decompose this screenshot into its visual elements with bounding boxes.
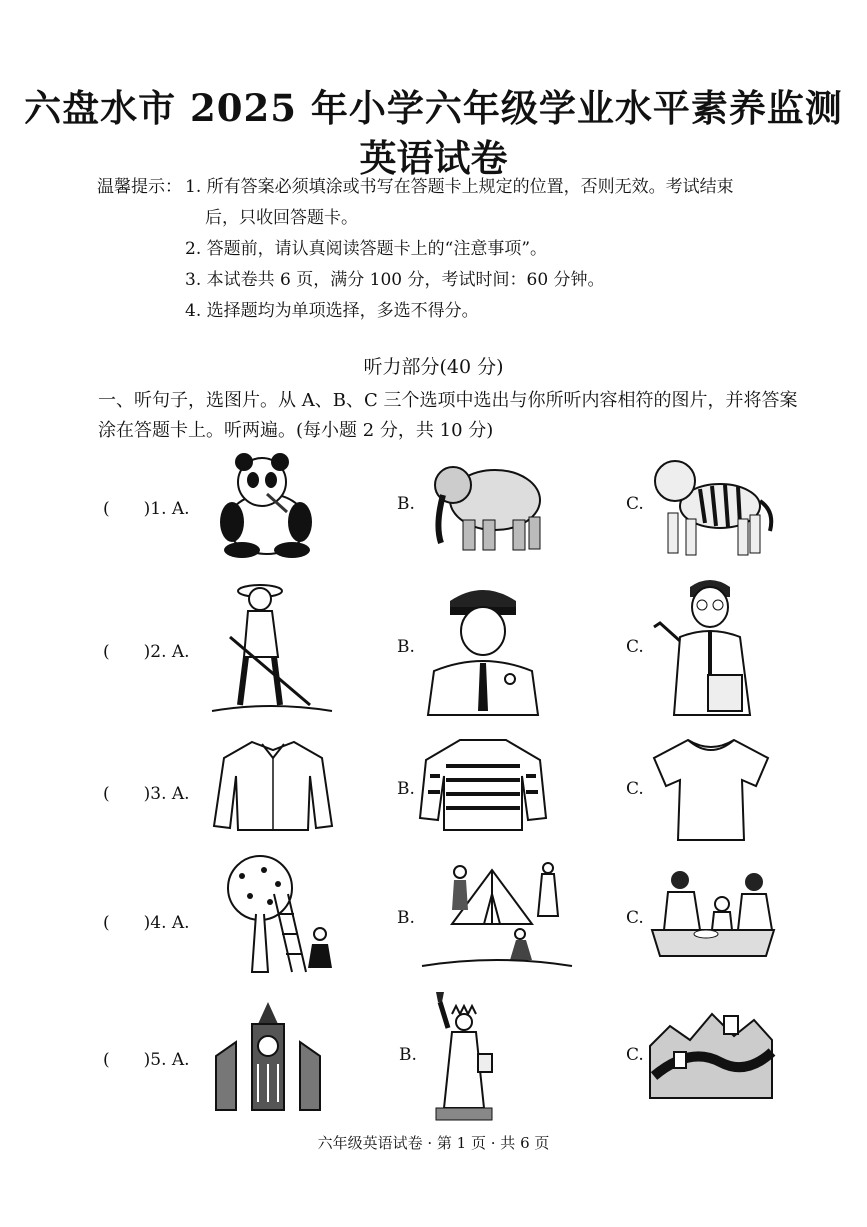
question-label: ( )2. A.	[103, 642, 190, 662]
question-label: ( )5. A.	[103, 1050, 190, 1070]
option-b-label: B.	[397, 637, 415, 657]
sweater-icon[interactable]	[418, 736, 548, 834]
statue-of-liberty-icon[interactable]	[422, 988, 506, 1120]
option-c-label: C.	[626, 1045, 644, 1065]
panda-icon[interactable]	[212, 452, 322, 557]
shirt-icon[interactable]	[212, 738, 334, 834]
exam-title: 六盘水市 2025 年小学六年级学业水平素养监测	[24, 86, 843, 130]
note-item-1-cont: 后，只收回答题卡。	[205, 208, 358, 228]
section-heading: 听力部分(40 分)	[363, 356, 504, 378]
exam-subtitle: 英语试卷	[359, 136, 508, 180]
question-row-4	[0, 848, 867, 988]
farmer-icon[interactable]	[210, 577, 332, 715]
note-item-3: 3. 本试卷共 6 页，满分 100 分，考试时间：60 分钟。	[185, 270, 605, 290]
question-label: ( )4. A.	[103, 913, 190, 933]
option-c-label: C.	[626, 494, 644, 514]
part1-instruction-line1: 一、听句子，选图片。从 A、B、C 三个选项中选出与你所听内容相符的图片，并将答案	[98, 390, 798, 411]
elephant-icon[interactable]	[425, 455, 547, 553]
question-row-1	[0, 447, 867, 587]
option-b-label: B.	[397, 908, 415, 928]
picking-apples-icon[interactable]	[212, 854, 338, 976]
doctor-icon[interactable]	[650, 575, 762, 715]
t-shirt-icon[interactable]	[652, 738, 770, 842]
option-b-label: B.	[397, 779, 415, 799]
page-footer: 六年级英语试卷 · 第 1 页 · 共 6 页	[317, 1134, 550, 1152]
option-c-label: C.	[626, 779, 644, 799]
note-item-2: 2. 答题前，请认真阅读答题卡上的“注意事项”。	[185, 239, 548, 259]
picnic-icon[interactable]	[650, 868, 776, 956]
option-b-label: B.	[399, 1045, 417, 1065]
tiger-icon[interactable]	[650, 451, 775, 557]
question-row-5	[0, 984, 867, 1124]
part1-instruction-line2: 涂在答题卡上。听两遍。(每小题 2 分，共 10 分)	[98, 420, 494, 441]
option-c-label: C.	[626, 637, 644, 657]
note-item-1: 1. 所有答案必须填涂或书写在答题卡上规定的位置，否则无效。考试结束	[185, 177, 734, 197]
option-c-label: C.	[626, 908, 644, 928]
option-b-label: B.	[397, 494, 415, 514]
question-label: ( )1. A.	[103, 499, 190, 519]
camping-icon[interactable]	[422, 854, 572, 974]
notes-label: 温馨提示：	[97, 177, 182, 197]
question-label: ( )3. A.	[103, 784, 190, 804]
great-wall-icon[interactable]	[650, 1006, 772, 1098]
note-item-4: 4. 选择题均为单项选择，多选不得分。	[185, 301, 479, 321]
question-row-2	[0, 575, 867, 715]
police-officer-icon[interactable]	[420, 579, 546, 715]
big-ben-icon[interactable]	[214, 1002, 322, 1110]
